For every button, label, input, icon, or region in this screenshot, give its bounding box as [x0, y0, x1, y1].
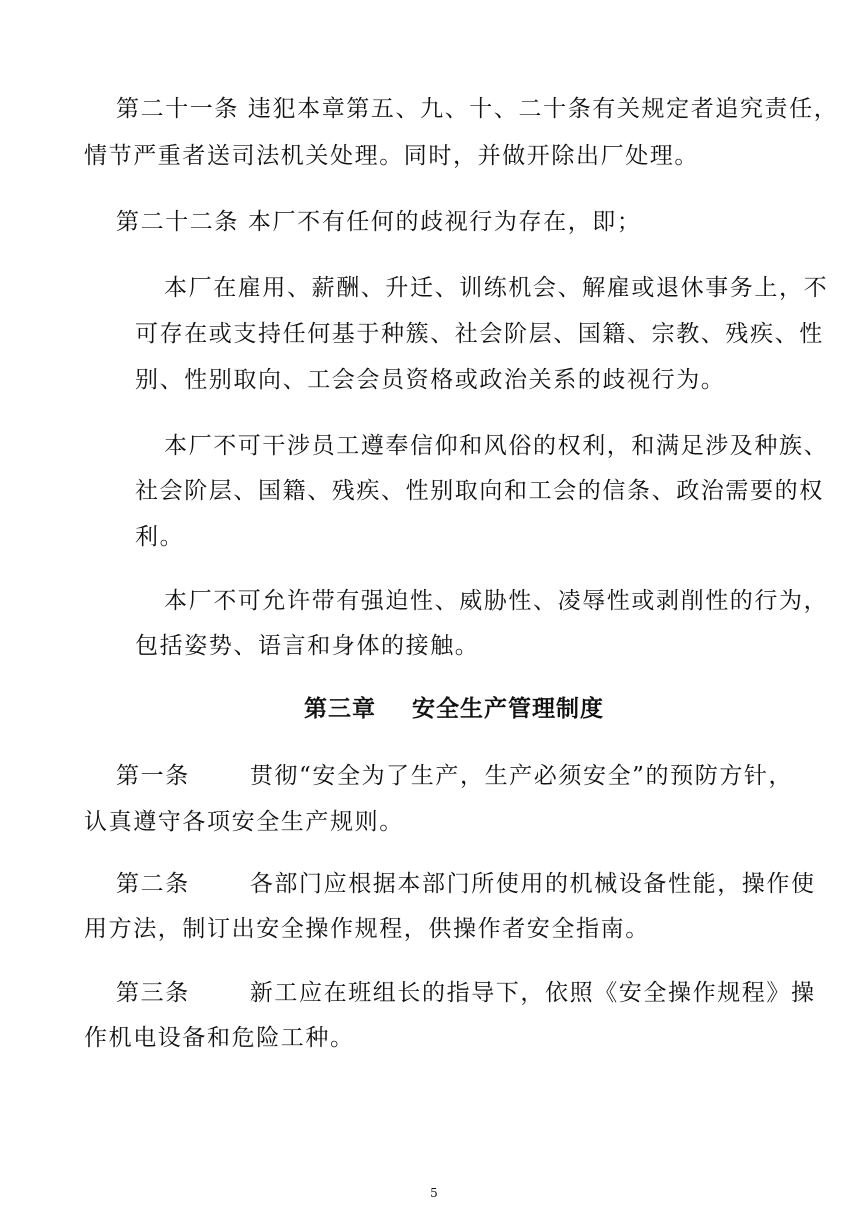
chapter-3-article-1-line-2: 认真遵守各项安全生产规则。 [84, 809, 404, 835]
chapter-3-heading [304, 693, 604, 725]
chapter-3-title: 安全生产管理制度 [412, 695, 604, 722]
paragraph-3-line-1: 本厂不可允许带有强迫性、威胁性、凌辱性或剥削性的行为， [164, 588, 829, 614]
article-21-line-1: 第二十一条 违犯本章第五、九、十、二十条有关规定者追究责任， [116, 96, 839, 122]
chapter-3-article-2-line-2: 用方法，制订出安全操作规程，供操作者安全指南。 [84, 916, 650, 942]
chapter-3-article-3-line-1 [116, 977, 816, 1009]
chapter-3-article-3-label: 第三条 [116, 980, 190, 1006]
article-22-line-1: 第二十二条 本厂不有任何的歧视行为存在，即； [116, 209, 642, 235]
page-number: 5 [430, 1186, 438, 1200]
paragraph-1-line-1: 本厂在雇用、薪酬、升迁、训练机会、解雇或退休事务上，不 [164, 275, 829, 301]
article-21-line-2: 情节严重者送司法机关处理。同时，并做开除出厂处理。 [84, 143, 699, 169]
chapter-3-article-1-line-1 [116, 760, 793, 792]
paragraph-1-line-2: 可存在或支持任何基于种簇、社会阶层、国籍、宗教、残疾、性 [135, 321, 824, 347]
chapter-3-article-1-label: 第一条 [116, 763, 190, 789]
chapter-3-article-1-text: 贯彻“安全为了生产，生产必须安全”的预防方针， [249, 763, 794, 789]
paragraph-3-line-2: 包括姿势、语言和身体的接触。 [135, 633, 480, 659]
chapter-3-article-2-line-1 [116, 868, 816, 900]
paragraph-2-line-3: 利。 [135, 524, 185, 550]
chapter-3-article-3-line-2: 作机电设备和危险工种。 [84, 1025, 355, 1051]
paragraph-2-line-1: 本厂不可干涉员工遵奉信仰和风俗的权利，和满足涉及种族、 [164, 433, 829, 459]
chapter-3-number: 第三章 [304, 695, 376, 722]
paragraph-2-line-2: 社会阶层、国籍、残疾、性别取向和工会的信条、政治需要的权 [135, 478, 824, 504]
chapter-3-article-3-text: 新工应在班组长的指导下，依照《安全操作规程》操 [249, 980, 816, 1006]
chapter-3-article-2-label: 第二条 [116, 871, 190, 897]
chapter-3-article-2-text: 各部门应根据本部门所使用的机械设备性能，操作使 [249, 871, 816, 897]
paragraph-1-line-3: 别、性别取向、工会会员资格或政治关系的歧视行为。 [135, 367, 726, 393]
